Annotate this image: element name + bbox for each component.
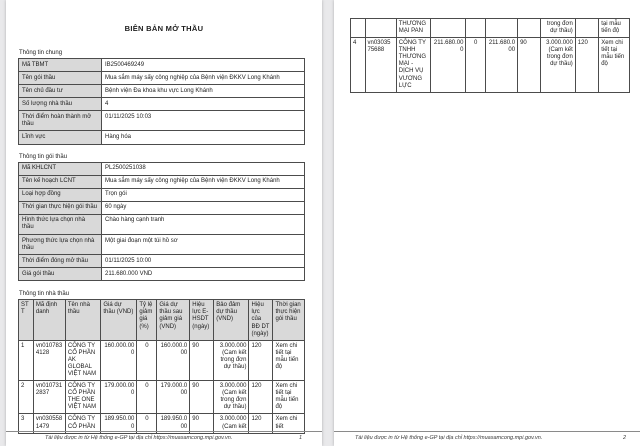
cell-bid-price: 211.680.000: [431, 38, 466, 93]
cell-bid-price: 189.950.000: [101, 414, 137, 433]
cell-security: 3.000.000 (Cam kết trong đơn dự thầu): [214, 340, 249, 380]
column-header: Mã định danh: [33, 300, 65, 340]
info-row: [19, 235, 305, 255]
info-label: Tên chủ đầu tư: [19, 85, 102, 98]
info-label: Phương thức lựa chọn nhà thầu: [19, 235, 102, 255]
cell-duration: Xem chi tiết tại mẫu tiến độ: [599, 38, 630, 93]
cell-duration: Xem chi tiết tại mẫu tiến độ: [273, 381, 305, 414]
cell-id: vn0107312837: [33, 381, 65, 414]
cell-price-after: 179.000.000: [157, 381, 190, 414]
page-number: 2: [622, 435, 626, 441]
cell-bid-price: [431, 19, 466, 38]
info-value: Một giai đoạn một túi hồ sơ: [102, 235, 305, 255]
cell-bd-validity: 120: [575, 38, 598, 93]
cell-stt: 4: [351, 38, 366, 93]
cell-price-after: [485, 19, 517, 38]
section-heading-contractors: Thông tin nhà thầu: [19, 291, 70, 298]
cell-duration: Xem chi tiết tại mẫu tiến độ: [273, 340, 305, 380]
info-value: Trọn gói: [102, 188, 305, 201]
cell-validity: [518, 19, 541, 38]
cell-bid-price: 160.000.000: [101, 340, 137, 380]
cell-stt: 1: [19, 340, 34, 380]
page-number: 1: [298, 435, 302, 441]
contractor-row: [351, 38, 630, 93]
info-label: Loại hợp đồng: [19, 188, 102, 201]
info-row: [19, 111, 305, 131]
info-row: [19, 201, 305, 214]
cell-price-after: 211.680.000: [485, 38, 517, 93]
info-row: [19, 214, 305, 234]
column-header: Giá dự thầu sau giảm giá (VND): [157, 300, 190, 340]
cell-validity: 90: [190, 340, 214, 380]
cell-stt: [351, 19, 366, 38]
cell-id: vn0303575688: [365, 38, 396, 93]
info-row: [19, 59, 305, 72]
info-label: Thời gian thực hiện gói thầu: [19, 201, 102, 214]
info-value: 4: [102, 98, 305, 111]
cell-name: CÔNG TY CỔ PHẦN AK GLOBAL VIỆT NAM: [65, 340, 100, 380]
cell-name: CÔNG TY CỔ PHẦN THE ONE VIỆT NAM: [65, 381, 100, 414]
page-footer: [6, 431, 322, 441]
footer-source-text: Tài liệu được in từ Hệ thống e-GP tại địa chỉ https://muasamcong.mpi.gov.vn.: [355, 435, 543, 441]
cell-discount: 0: [137, 340, 157, 380]
table-header-row: [19, 300, 305, 340]
info-label: Tên kế hoạch LCNT: [19, 175, 102, 188]
info-row: [19, 255, 305, 268]
info-value: 01/11/2025 10:03: [102, 111, 305, 131]
document-page-1: [6, 0, 322, 446]
section-heading-general-info: Thông tin chung: [19, 50, 63, 56]
cell-discount: 0: [137, 414, 157, 433]
column-header: Bảo đảm dự thầu (VND): [214, 300, 249, 340]
cell-validity: 90: [190, 381, 214, 414]
contractor-row: [19, 340, 305, 380]
cell-bd-validity: 120: [249, 381, 273, 414]
cell-security: 3.000.000 (Cam kết trong đơn dự thầu): [541, 38, 575, 93]
cell-duration: tại mẫu tiến độ: [599, 19, 630, 38]
info-row: [19, 175, 305, 188]
info-value: Hàng hóa: [102, 131, 305, 144]
info-value: 01/11/2025 10:00: [102, 255, 305, 268]
column-header: Hiệu lực của BĐ DT (ngày): [249, 300, 273, 340]
info-label: Số lượng nhà thầu: [19, 98, 102, 111]
info-label: Hình thức lựa chọn nhà thầu: [19, 214, 102, 234]
cell-discount: 0: [137, 381, 157, 414]
cell-discount: [466, 19, 486, 38]
cell-id: vn0305581479: [33, 414, 65, 433]
cell-bd-validity: [575, 19, 598, 38]
cell-validity: 90: [190, 414, 214, 433]
cell-stt: 2: [19, 381, 34, 414]
column-header: Giá dự thầu (VND): [101, 300, 137, 340]
info-row: [19, 131, 305, 144]
document-title: BIÊN BẢN MỞ THẦU: [124, 24, 204, 33]
info-label: Tên gói thầu: [19, 72, 102, 85]
info-row: [19, 268, 305, 281]
info-value: Mua sắm máy sấy công nghiệp của Bệnh viện ĐKKV Long Khánh: [102, 175, 305, 188]
info-label: Thời điểm hoàn thành mở thầu: [19, 111, 102, 131]
contractors-table: [18, 299, 305, 433]
cell-id: vn0107834128: [33, 340, 65, 380]
cell-name: THƯƠNG MẠI PAN: [396, 19, 431, 38]
cell-name: CÔNG TY TNHH THƯƠNG MẠI - DỊCH VỤ VƯƠNG LỰC: [396, 38, 431, 93]
column-header: Thời gian thực hiện gói thầu: [273, 300, 305, 340]
column-header: Tỷ lệ giảm giá (%): [137, 300, 157, 340]
general-info-table: [18, 58, 305, 145]
section-heading-package-info: Thông tin gói thầu: [19, 153, 68, 160]
info-value: Mua sắm máy sấy công nghiệp của Bệnh viện ĐKKV Long Khánh: [102, 72, 305, 85]
info-label: Lĩnh vực: [19, 131, 102, 144]
cell-price-after: 189.950.000: [157, 414, 190, 433]
info-row: [19, 188, 305, 201]
contractor-row: [19, 381, 305, 414]
info-value: 211.680.000 VND: [102, 268, 305, 281]
footer-source-text: Tài liệu được in từ Hệ thống e-GP tại địa chỉ https://muasamcong.mpi.gov.vn.: [45, 435, 233, 441]
info-label: Thời điểm đóng mở thầu: [19, 255, 102, 268]
contractor-row-continuation: [351, 19, 630, 38]
cell-discount: 0: [466, 38, 486, 93]
cell-id: [365, 19, 396, 38]
info-row: [19, 98, 305, 111]
cell-name: CÔNG TY CỔ PHẦN: [65, 414, 100, 433]
column-header: STT: [19, 300, 34, 340]
cell-price-after: 160.000.000: [157, 340, 190, 380]
info-value: IB2500469249: [102, 59, 305, 72]
cell-stt: 3: [19, 414, 34, 433]
column-header: Tên nhà thầu: [65, 300, 100, 340]
package-info-table: [18, 162, 305, 282]
cell-bd-validity: 120: [249, 414, 273, 433]
info-label: Mã KHLCNT: [19, 162, 102, 175]
info-value: Chào hàng cạnh tranh: [102, 214, 305, 234]
document-page-2: [334, 0, 640, 446]
info-row: [19, 72, 305, 85]
page-footer: [334, 431, 640, 441]
column-header: Hiệu lực E-HSDT (ngày): [190, 300, 214, 340]
cell-security: 3.000.000 (Cam kết: [214, 414, 249, 433]
cell-security: 3.000.000 (Cam kết trong đơn dự thầu): [214, 381, 249, 414]
info-row: [19, 162, 305, 175]
info-value: Bệnh viện Đa khoa khu vực Long Khánh: [102, 85, 305, 98]
info-label: Giá gói thầu: [19, 268, 102, 281]
contractors-table-continued: [350, 18, 630, 93]
info-value: 60 ngày: [102, 201, 305, 214]
info-label: Mã TBMT: [19, 59, 102, 72]
info-row: [19, 85, 305, 98]
info-value: PL2500251038: [102, 162, 305, 175]
cell-bid-price: 179.000.000: [101, 381, 137, 414]
cell-validity: 90: [518, 38, 541, 93]
cell-duration: Xem chi tiết: [273, 414, 305, 433]
cell-bd-validity: 120: [249, 340, 273, 380]
cell-security: trong đơn dự thầu): [541, 19, 575, 38]
